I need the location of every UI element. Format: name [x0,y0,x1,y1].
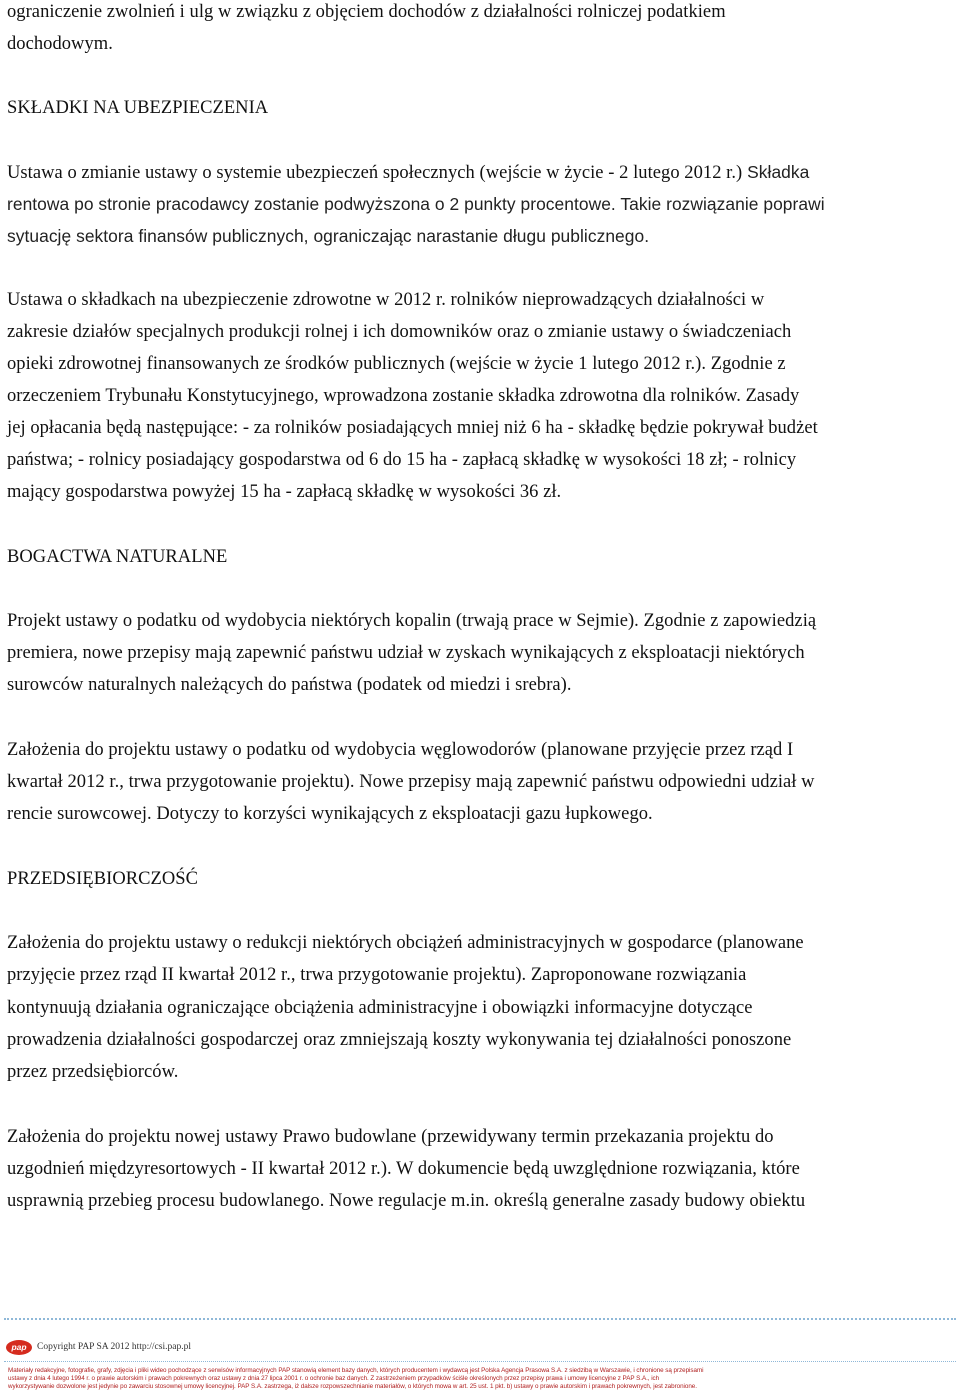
line-text: ograniczenie zwolnień i ulg w związku z objęciem dochodów z działalności rolniczej podatkiem [7,2,726,22]
line-text: dochodowym. [7,34,113,54]
footer-divider [4,1318,956,1320]
text-line [7,192,825,216]
line-text: Założenia do projektu nowej ustawy Prawo budowlane (przewidywany termin przekazania projektu do [7,1127,774,1147]
line-text: sytuację sektora finansów publicznych, ograniczając narastanie długu publicznego. [7,226,650,246]
text-line [7,32,113,56]
legal-line: wykorzystywanie dozwolone jest jedynie po zawarciu stosownej umowy licencyjnej. PAP S.A. zastrzega, iż dalsze rozpowszechnianie materiałów, o których mowa w art. 25 ust. 1 pkt. b) ustawy o prawie autorskim i prawach pokrewnych, jest zabronione. [8,1383,697,1390]
line-text: uzgodnień międzyresortowych - II kwartał 2012 r.). W dokumencie będą uwzględnione rozwiązania, które [7,1159,800,1179]
text-line [7,802,653,826]
text-line [7,224,649,248]
line-text: Założenia do projektu ustawy o podatku od wydobycia węglowodorów (planowane przyjęcie przez rząd I [7,740,794,760]
text-line [7,352,786,376]
line-text: kwartał 2012 r., trwa przygotowanie projektu). Nowe przepisy mają zapewnić państwu odpowiedni udział w [7,772,815,792]
line-text: PRZEDSIĘBIORCZOŚĆ [7,869,199,889]
line-text-continuation: Składka [742,162,810,182]
text-line [7,384,799,408]
legal-line: ustawy z dnia 4 lutego 1994 r. o prawie autorskim i prawach pokrewnych oraz ustawy z dnia 27 lipca 2001 r. o ochronie baz danych. Z zastrzeżeniem przypadków ściśle określonych przez przepisy prawa i umowy licencyjne z PAP S.A., ich [8,1375,660,1382]
text-line [7,931,804,955]
line-text: rentowa po stronie pracodawcy zostanie podwyższona o 2 punkty procentowe. Takie rozwiązanie poprawi [7,194,825,214]
legal-line: Materiały redakcyjne, fotografie, grafy, zdjęcia i pliki wideo pochodzące z serwisów informacyjnych PAP stanowią element bazy danych, których producentem i wydawcą jest Polska Agencja Prasowa S.A. z siedzibą w Warszawie, i chronione są przepisami [8,1367,704,1374]
section-heading [7,545,227,569]
text-line [7,1028,791,1052]
text-line [7,996,753,1020]
line-text: SKŁADKI NA UBEZPIECZENIA [7,98,269,118]
line-text: przez przedsiębiorców. [7,1062,179,1082]
text-line [7,770,815,794]
text-line [7,0,726,24]
text-line [7,288,764,312]
section-heading [7,867,198,891]
pap-logo: pap [6,1340,32,1355]
copyright-text: Copyright PAP SA 2012 http://csi.pap.pl [37,1342,191,1352]
line-text: Projekt ustawy o podatku od wydobycia niektórych kopalin (trwają prace w Sejmie). Zgodnie z zapowiedzią [7,611,817,631]
line-text: BOGACTWA NATURALNE [7,547,228,567]
line-text: kontynuują działania ograniczające obciążenia administracyjne i obowiązki informacyjne dotyczące [7,998,753,1018]
text-line [7,1189,805,1213]
text-line [7,320,791,344]
footer-brand [6,1338,191,1356]
text-line [7,448,796,472]
line-text: zakresie działów specjalnych produkcji rolnej i ich domowników oraz o zmianie ustawy o świadczeniach [7,322,792,342]
text-line [7,1060,178,1084]
line-text: prowadzenia działalności gospodarczej oraz zmniejszają koszty wykonywania tej działalności ponoszone [7,1030,792,1050]
line-text: mający gospodarstwa powyżej 15 ha - zapłacą składkę w wysokości 36 zł. [7,482,562,502]
line-text: rencie surowcowej. Dotyczy to korzyści wynikających z eksploatacji gazu łupkowego. [7,804,653,824]
text-line [7,673,572,697]
line-text: opieki zdrowotnej finansowanych ze środków publicznych (wejście w życie 1 lutego 2012 r.). Zgodnie z [7,354,786,374]
line-text: orzeczeniem Trybunału Konstytucyjnego, wprowadzona zostanie składka zdrowotna dla rolników. Zasady [7,386,800,406]
section-heading [7,96,268,120]
line-text: Założenia do projektu ustawy o redukcji niektórych obciążeń administracyjnych w gospodarce (planowane [7,933,804,953]
line-text: surowców naturalnych należących do państwa (podatek od miedzi i srebra). [7,675,572,695]
text-line [7,1125,774,1149]
line-text: usprawnią przebieg procesu budowlanego. Nowe regulacje m.in. określą generalne zasady budowy obiektu [7,1191,806,1211]
line-text: Ustawa o zmianie ustawy o systemie ubezpieczeń społecznych (wejście w życie - 2 lutego 2012 r.) [7,163,743,183]
line-text: Ustawa o składkach na ubezpieczenie zdrowotne w 2012 r. rolników nieprowadzących działalności w [7,290,765,310]
text-line [7,738,793,762]
line-text: przyjęcie przez rząd II kwartał 2012 r., trwa przygotowanie projektu). Zaproponowane rozwiązania [7,965,747,985]
text-line [7,609,816,633]
text-line [7,963,746,987]
legal-notice [8,1367,956,1391]
text-line [7,1157,800,1181]
line-text: jej opłacania będą następujące: - za rolników posiadających mniej niż 6 ha - składkę będzie pokrywał budżet [7,418,818,438]
line-text: premiera, nowe przepisy mają zapewnić państwu udział w zyskach wynikających z eksploatacji niektórych [7,643,805,663]
line-text: państwa; - rolnicy posiadający gospodarstwa od 6 do 15 ha - zapłacą składkę w wysokości 18 zł; - rolnicy [7,450,797,470]
text-line [7,641,805,665]
text-line [7,160,809,185]
text-line [7,416,818,440]
text-line [7,480,561,504]
footer-divider-lower [4,1361,956,1362]
